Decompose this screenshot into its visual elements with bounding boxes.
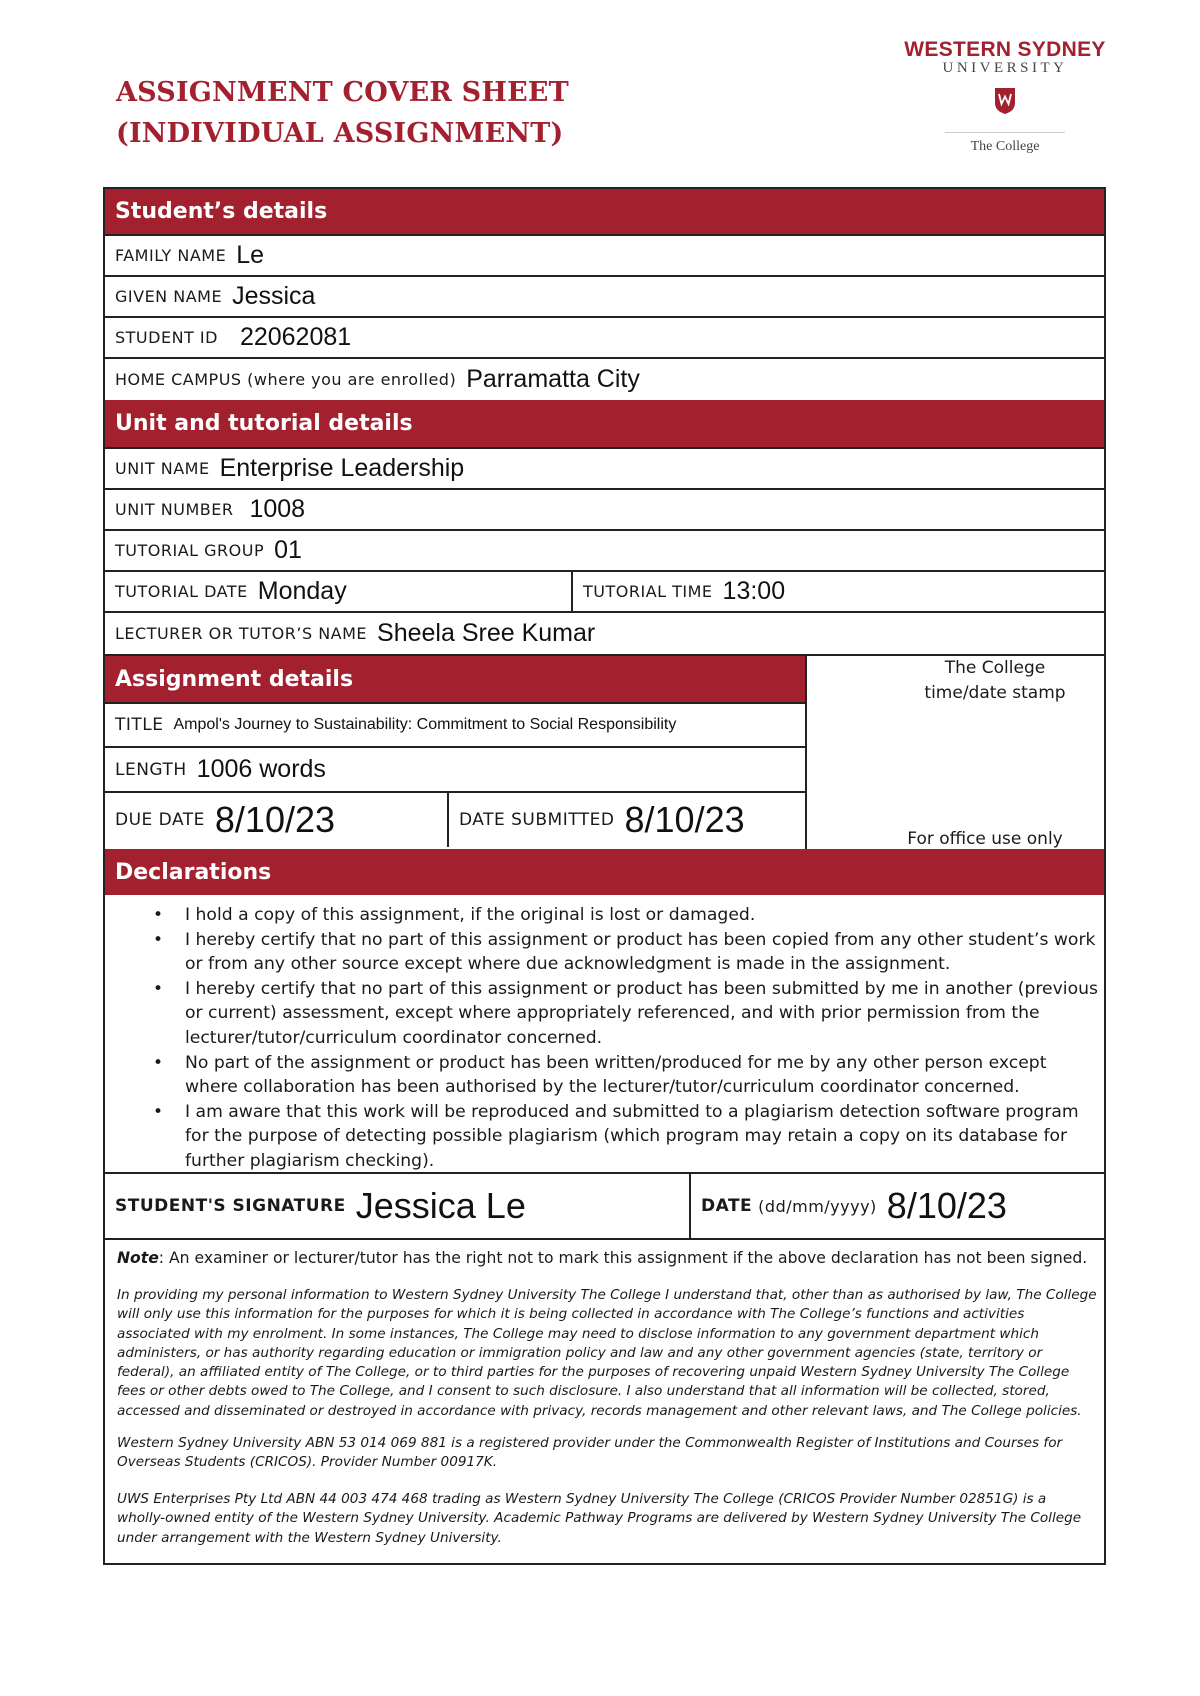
assignment-title-value[interactable]: Ampol's Journey to Sustainability: Commitment to Social Responsibility	[173, 716, 677, 733]
student-id-row	[105, 316, 1104, 357]
declaration-item: • I hold a copy of this assignment, if the original is lost or damaged.	[153, 903, 1098, 928]
signature-date-format: (dd/mm/yyyy)	[758, 1196, 877, 1216]
unit-number-value[interactable]: 1008	[249, 495, 306, 523]
length-row	[105, 746, 805, 791]
time-date-stamp-box	[915, 656, 1075, 706]
declaration-item: • I hereby certify that no part of this assignment or product has been copied from any other student’s work or from any other source except where due acknowledgment is made in the assignment.	[153, 928, 1098, 977]
declarations-list	[153, 903, 1098, 1174]
logo-divider	[945, 132, 1065, 133]
length-value[interactable]: 1006 words	[196, 755, 326, 783]
tutorial-date-cell	[105, 570, 571, 611]
tutorial-date-value[interactable]: Monday	[257, 577, 347, 605]
tutorial-group-row	[105, 529, 1104, 570]
length-label: LENGTH	[115, 759, 187, 780]
assignment-title-label: TITLE	[115, 715, 164, 735]
family-name-row	[105, 234, 1104, 275]
section-student-details: Student’s details	[105, 189, 1104, 234]
date-submitted-cell	[449, 791, 805, 847]
unit-name-row	[105, 447, 1104, 488]
shield-icon	[994, 87, 1016, 115]
given-name-value[interactable]: Jessica	[232, 282, 316, 310]
unit-name-label: UNIT NAME	[115, 459, 210, 478]
university-logo	[890, 38, 1120, 155]
tutorial-date-label: TUTORIAL DATE	[115, 582, 248, 601]
signature-value[interactable]: Jessica Le	[355, 1185, 526, 1226]
given-name-row	[105, 275, 1104, 316]
note-body: : An examiner or lecturer/tutor has the right not to mark this assignment if the above declaration has not been signed.	[158, 1249, 1088, 1267]
tutorial-group-label: TUTORIAL GROUP	[115, 541, 265, 560]
privacy-statement: In providing my personal information to Western Sydney University The College I understand that, other than as authorised by law, The College will only use this information for the purposes for which it is being collected in accordance with The College’s functions and activities associated with my enrolment. In some instances, The College may need to disclose information to any government department which administers, or has authority regarding education or immigration policy and law and any other government agencies (state, territory or federal), an affiliated entity of The College, or to third parties for the purposes of recovering unpaid Western Sydney University The College fees or other debts owed to The College, and I consent to such disclosure. I also understand that all information will be collected, stored, accessed and disseminated or destroyed in accordance with privacy, records management and other relevant laws, and The College policies.	[117, 1287, 1097, 1419]
note-text	[117, 1249, 1087, 1267]
stamp-divider	[805, 654, 807, 849]
given-name-label: GIVEN NAME	[115, 287, 223, 306]
logo-university: UNIVERSITY	[942, 60, 1068, 76]
cover-sheet-form	[103, 187, 1106, 1565]
home-campus-value[interactable]: Parramatta City	[466, 365, 640, 393]
stamp-line-2: time/date stamp	[924, 683, 1066, 703]
tutorial-time-cell	[573, 570, 1104, 611]
student-id-label: STUDENT ID	[115, 328, 218, 347]
section-declarations: Declarations	[105, 849, 1104, 895]
declaration-item: • No part of the assignment or product has been written/produced for me by any other person except where collaboration has been authorised by the lecturer/tutor/curriculum coordinator concerned.	[153, 1051, 1098, 1100]
section-assignment-details: Assignment details	[105, 656, 805, 702]
declaration-item: • I hereby certify that no part of this assignment or product has been submitted by me in another (previous or current) assessment, except where appropriately referenced, and with prior permission from the lecturer/tutor/curriculum coordinator concerned.	[153, 977, 1098, 1051]
signature-cell	[105, 1172, 689, 1238]
title-line-2: (INDIVIDUAL ASSIGNMENT)	[116, 118, 564, 149]
tutorial-time-label: TUTORIAL TIME	[583, 582, 713, 601]
assignment-title-row	[105, 702, 805, 746]
family-name-label: FAMILY NAME	[115, 246, 227, 265]
provider-statement: Western Sydney University ABN 53 014 069 881 is a registered provider under the Commonwealth Register of Institutions and Courses for Overseas Students (CRICOS). Provider Number 00917K.	[117, 1435, 1063, 1471]
unit-number-label: UNIT NUMBER	[115, 500, 234, 519]
date-submitted-label: DATE SUBMITTED	[459, 810, 615, 830]
tutorial-time-value[interactable]: 13:00	[722, 577, 786, 605]
logo-wordmark: WESTERN SYDNEY	[904, 38, 1106, 61]
signature-bottom-rule	[105, 1238, 1104, 1240]
lecturer-value[interactable]: Sheela Sree Kumar	[377, 619, 596, 647]
title-line-1: ASSIGNMENT COVER SHEET	[116, 77, 569, 108]
home-campus-row	[105, 357, 1104, 400]
stamp-line-1: The College	[944, 658, 1046, 678]
office-use-label: For office use only	[907, 829, 1063, 849]
page-title	[116, 72, 569, 154]
logo-college: The College	[970, 139, 1040, 154]
due-date-value[interactable]: 8/10/23	[214, 799, 336, 840]
signature-date-cell	[691, 1172, 1104, 1238]
unit-number-row	[105, 488, 1104, 529]
signature-date-label: DATE	[701, 1196, 753, 1216]
family-name-value[interactable]: Le	[236, 241, 264, 269]
signature-label: STUDENT'S SIGNATURE	[115, 1196, 346, 1216]
uws-statement: UWS Enterprises Pty Ltd ABN 44 003 474 468 trading as Western Sydney University The College (CRICOS Provider Number 02851G) is a wholly-owned entity of the Western Sydney University. Academic Pathway Programs are delivered by Western Sydney University The College under arrangement with the Western Sydney University.	[117, 1491, 1082, 1546]
signature-date-value[interactable]: 8/10/23	[886, 1185, 1007, 1226]
declaration-item: • I am aware that this work will be reproduced and submitted to a plagiarism detection software program for the purpose of detecting possible plagiarism (which program may retain a copy on its database for further plagiarism checking).	[153, 1100, 1098, 1174]
lecturer-row	[105, 611, 1104, 654]
unit-name-value[interactable]: Enterprise Leadership	[219, 454, 465, 482]
home-campus-label: HOME CAMPUS (where you are enrolled)	[115, 370, 457, 389]
lecturer-label: LECTURER OR TUTOR’S NAME	[115, 624, 368, 643]
tutorial-group-value[interactable]: 01	[274, 536, 302, 564]
date-submitted-value[interactable]: 8/10/23	[624, 799, 745, 840]
due-date-label: DUE DATE	[115, 810, 205, 830]
student-id-value[interactable]: 22062081	[239, 323, 352, 351]
due-date-cell	[105, 791, 447, 847]
note-label: Note	[117, 1249, 159, 1267]
section-unit-details: Unit and tutorial details	[105, 400, 1104, 447]
